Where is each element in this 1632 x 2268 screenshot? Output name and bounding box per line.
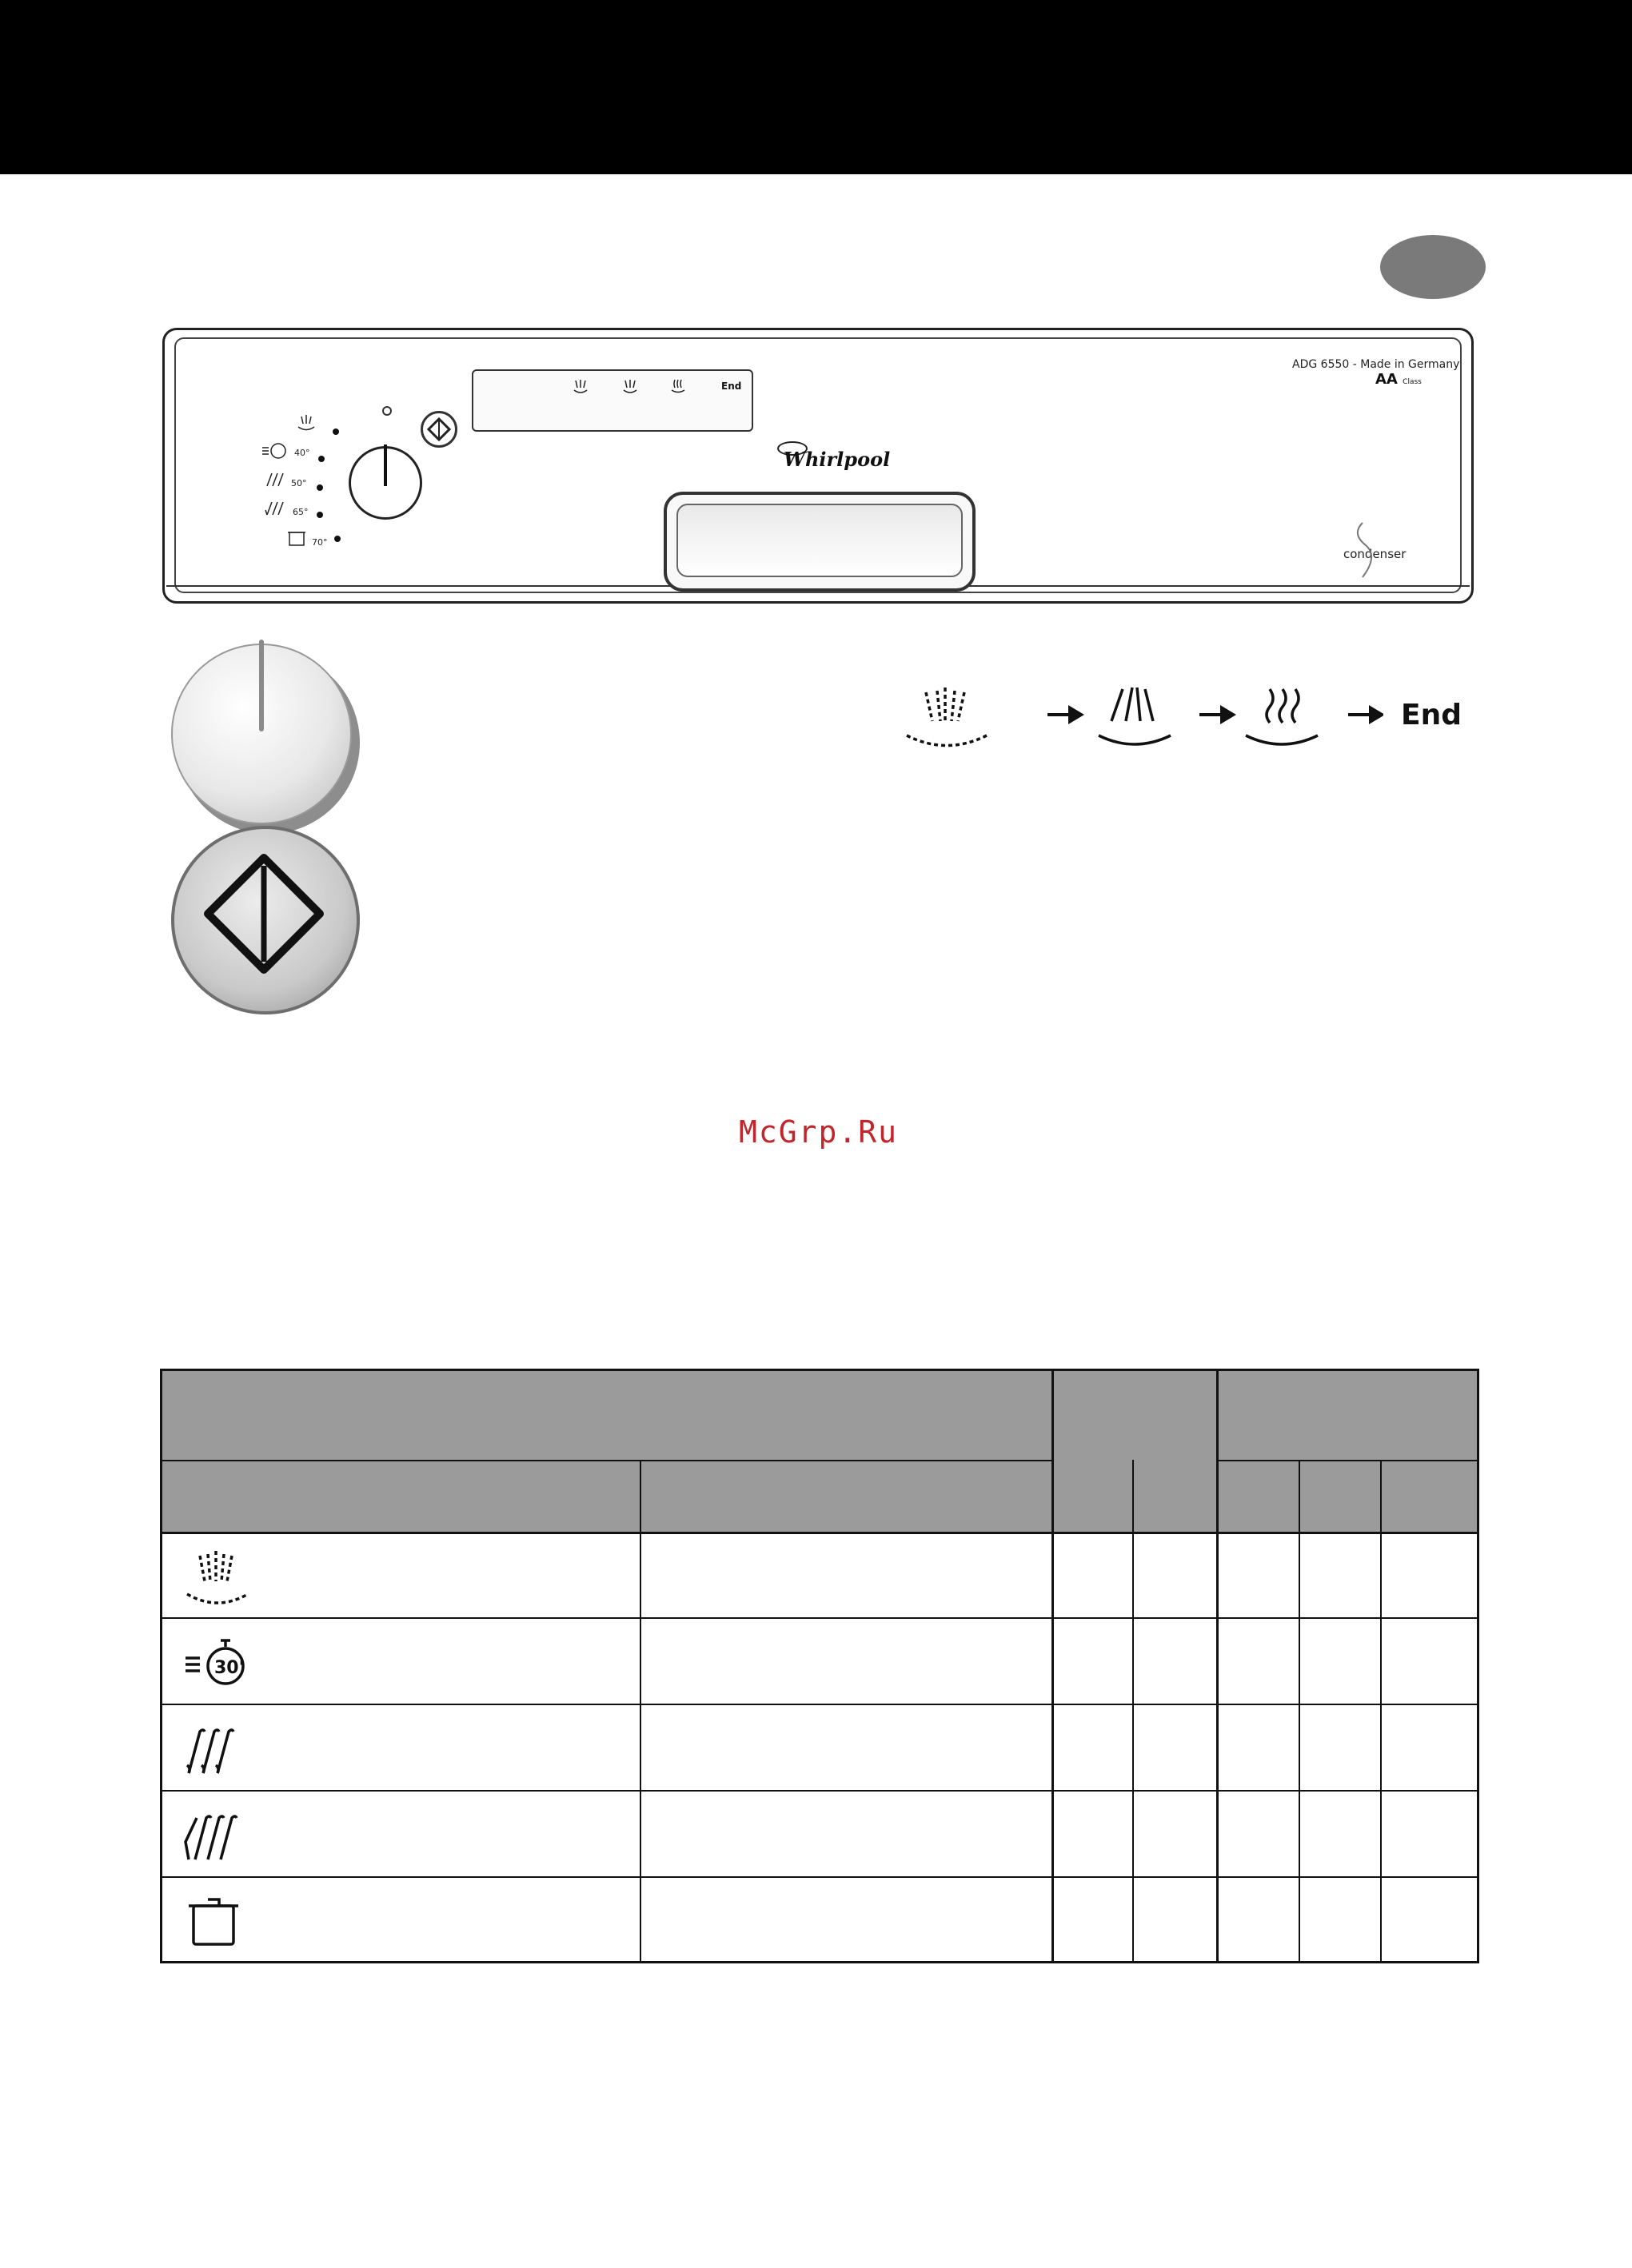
top-black-bar — [0, 0, 1632, 174]
table-column-divider — [1216, 1369, 1219, 1963]
table-header-divider — [1217, 1460, 1479, 1461]
panel-normal-icon — [265, 502, 283, 515]
table-column-divider — [1380, 1460, 1382, 1963]
table-header-divider — [160, 1460, 1052, 1461]
door-handle-recess — [676, 504, 963, 577]
language-tab-marker — [1380, 235, 1486, 299]
panel-temp-label: 40° — [294, 448, 310, 458]
table-border — [160, 1961, 1479, 1963]
start-symbol-icon — [174, 829, 357, 1011]
display-dry-icon — [672, 380, 684, 393]
table-header — [162, 1370, 1478, 1533]
table-row-divider — [160, 1790, 1479, 1792]
table-column-divider — [640, 1460, 641, 1963]
quick-30-glyph: 30' — [214, 1658, 245, 1678]
panel-temp-label: 65° — [293, 507, 309, 517]
table-row-eco-icon — [184, 1717, 256, 1781]
program-position-dot — [333, 428, 339, 435]
table-row-normal-icon — [184, 1804, 256, 1867]
display-wash-icon — [574, 380, 587, 393]
table-row-prewash-icon — [184, 1546, 256, 1610]
panel-pot-icon — [288, 532, 305, 545]
display-rinse-icon — [624, 380, 636, 393]
wash-spray-icon — [907, 688, 987, 746]
panel-quick-30-icon — [262, 444, 285, 458]
panel-knob-pointer — [384, 444, 387, 486]
display-end-label: End — [721, 381, 742, 392]
table-row-divider — [160, 1617, 1479, 1619]
program-position-dot — [334, 536, 341, 542]
table-border — [1477, 1369, 1479, 1963]
watermark: McGrp.Ru — [739, 1114, 899, 1150]
panel-temp-label: 50° — [291, 478, 307, 488]
program-knob-pointer — [259, 640, 264, 731]
table-column-divider — [1051, 1369, 1054, 1963]
sequence-arrow-icon — [1047, 705, 1084, 724]
program-sequence — [904, 680, 1383, 751]
sequence-arrow-icon — [1199, 705, 1236, 724]
condenser-swirl-icon — [1347, 520, 1379, 580]
table-column-divider — [1132, 1460, 1134, 1963]
table-border — [160, 1369, 1479, 1371]
table-column-divider — [1299, 1460, 1300, 1963]
table-row-divider — [160, 1704, 1479, 1705]
model-label: ADG 6550 - Made in Germany — [1292, 358, 1460, 371]
panel-eco-icon — [267, 473, 283, 486]
table-header-bottom — [160, 1532, 1479, 1534]
start-symbol-icon — [423, 413, 455, 445]
dry-heat-icon — [1246, 689, 1318, 744]
panel-start-button — [421, 411, 457, 448]
energy-class-label: AA Class — [1375, 371, 1422, 388]
panel-prewash-icon — [298, 415, 314, 430]
program-position-dot — [318, 456, 325, 462]
table-row-quick-30-icon — [184, 1631, 256, 1695]
table-row-pot-icon — [184, 1888, 256, 1952]
table-border — [160, 1369, 162, 1963]
display-indicator-icons — [566, 376, 702, 400]
condenser-label: condenser — [1343, 547, 1407, 561]
sequence-end-label: End — [1401, 699, 1462, 731]
program-table — [160, 1369, 1479, 1963]
program-position-dot — [317, 484, 323, 491]
panel-indicator-led — [382, 406, 392, 416]
panel-temp-label: 70° — [312, 537, 328, 548]
brand-name: Whirlpool — [784, 448, 891, 471]
rinse-spray-icon — [1099, 688, 1171, 744]
program-position-dot — [317, 512, 323, 518]
table-row-divider — [160, 1876, 1479, 1878]
start-button — [171, 826, 360, 1014]
sequence-arrow-icon — [1348, 705, 1383, 724]
